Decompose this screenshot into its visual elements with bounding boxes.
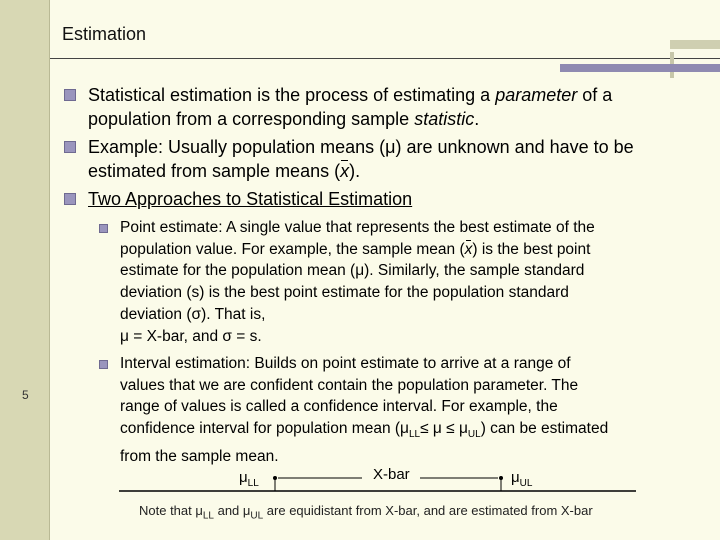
text: estimated from sample means (	[88, 161, 341, 181]
subscript: UL	[467, 429, 481, 441]
text: are equidistant from X-bar, and are estimated from X-bar	[263, 503, 593, 518]
text: ) is the best point	[472, 240, 591, 258]
text: ≤ μ ≤ μ	[420, 420, 468, 438]
text: and μ	[213, 503, 251, 518]
text: from the sample mean.	[120, 447, 279, 465]
text: population from a corresponding sample	[88, 109, 415, 129]
text: .	[474, 109, 480, 129]
emph-statistic: statistic	[414, 109, 475, 129]
subscript: LL	[202, 510, 214, 522]
subscript: UL	[519, 478, 533, 489]
text: estimate for the population mean (μ). Similarly, the sample standard	[120, 262, 585, 280]
subscript: UL	[250, 510, 264, 522]
text: ) can be estimated	[480, 420, 609, 438]
text: ).	[349, 161, 361, 181]
mu-ul-label	[511, 469, 532, 489]
ll-dot	[273, 476, 277, 480]
text: Statistical estimation is the process of estimating a	[88, 85, 496, 105]
text: of a	[577, 85, 613, 105]
xbar-label: X-bar	[373, 466, 410, 483]
text: confidence interval for population mean (μ	[120, 420, 409, 438]
text: Note that μ	[139, 503, 203, 518]
text: Example: Usually population means (μ) are unknown and have to be	[88, 137, 634, 157]
emph-parameter: parameter	[495, 85, 578, 105]
text: deviation (σ). That is,	[120, 305, 266, 323]
mu-ll-label	[239, 469, 259, 489]
text: Point estimate: A single value that represents the best estimate of the	[120, 219, 595, 236]
text: deviation (s) is the best point estimate for the population standard	[120, 284, 569, 302]
text: range of values is called a confidence interval. For example, the	[120, 398, 558, 416]
subscript: LL	[247, 478, 259, 489]
x-bar-symbol: x	[340, 161, 350, 181]
bullet-two-approaches: Two Approaches to Statistical Estimation	[88, 189, 413, 209]
footnote	[139, 503, 593, 522]
text: μ = X-bar, and σ = s.	[120, 327, 262, 345]
ul-dot	[499, 476, 503, 480]
subscript: LL	[408, 429, 421, 441]
mu-symbol: μ	[511, 469, 520, 486]
text: values that we are confident contain the population parameter. The	[120, 376, 579, 394]
x-bar-symbol: x	[465, 239, 473, 261]
slide-number: 5	[22, 388, 29, 402]
text: population value. For example, the sample mean (	[120, 240, 465, 258]
slide-title: Estimation	[62, 24, 147, 44]
text: Interval estimation: Builds on point estimate to arrive at a range of	[120, 355, 571, 372]
mu-symbol: μ	[239, 469, 248, 486]
